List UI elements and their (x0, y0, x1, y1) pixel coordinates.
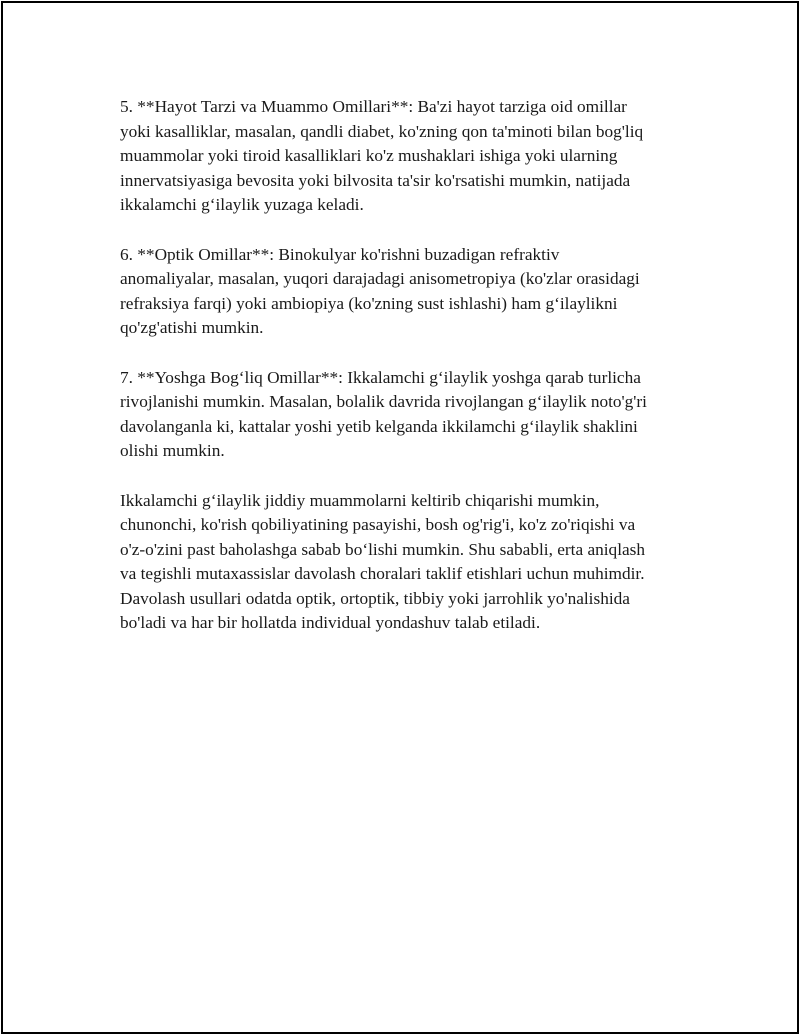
document-page (1, 1, 799, 1034)
paragraph-age-factors: 7. **Yoshga Bogʻliq Omillar**: Ikkalamchi gʻilaylik yoshga qarab turlicha rivojlanishi mumkin. Masalan, bolalik davrida rivojlangan gʻilaylik noto'g'ri davolanganla ki, kattalar yoshi yetib kelganda ikkilamchi gʻilaylik shaklini olishi mumkin. (120, 367, 647, 461)
document-body (120, 95, 700, 661)
paragraph-conclusion: Ikkalamchi gʻilaylik jiddiy muammolarni keltirib chiqarishi mumkin, chunonchi, ko'rish qobiliyatining pasayishi, bosh og'rig'i, ko'z zo'riqishi va o'z-o'zini past baholashga sabab boʻlishi mumkin. Shu sababli, erta aniqlash va tegishli mutaxassislar davolash choralari taklif etishlari uchun muhimdir. Davolash usullari odatda optik, ortoptik, tibbiy yoki jarrohlik yo'nalishida bo'ladi va har bir hollatda individual yondashuv talab etiladi. (120, 490, 646, 633)
paragraph-lifestyle-factors: 5. **Hayot Tarzi va Muammo Omillari**: Ba'zi hayot tarziga oid omillar yoki kasalliklar, masalan, qandli diabet, ko'zning qon ta'minoti bilan bog'liq muammolar yoki tiroid kasalliklari ko'z mushaklari ishiga yoki ularning innervatsiyasiga bevosita yoki bilvosita ta'sir ko'rsatishi mumkin, natijada ikkalamchi gʻilaylik yuzaga keladi. (120, 97, 644, 215)
paragraph-optical-factors: 6. **Optik Omillar**: Binokulyar ko'rishni buzadigan refraktiv anomaliyalar, masalan, yuqori darajadagi anisometropiya (ko'zlar orasidagi refraksiya farqi) yoki ambiopiya (ko'zning sust ishlashi) ham gʻilaylikni qo'zg'atishi mumkin. (120, 244, 640, 338)
